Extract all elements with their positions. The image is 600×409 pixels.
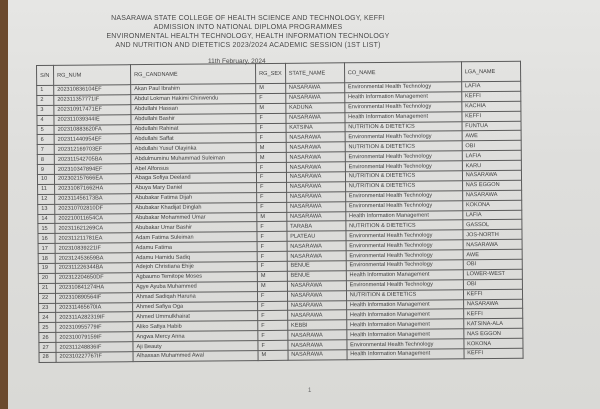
- cell-sn: 26: [39, 333, 56, 343]
- cell-reg-num: 202310890564IF: [55, 292, 132, 303]
- cell-sn: 5: [37, 125, 54, 135]
- cell-reg-num: 202310836104EF: [54, 85, 131, 96]
- cell-lga: OBI: [462, 141, 521, 151]
- cell-sn: 3: [37, 105, 54, 115]
- cell-sn: 12: [38, 194, 55, 204]
- cell-sex: F: [258, 340, 288, 350]
- cell-reg-num: 202311248836IF: [56, 342, 133, 353]
- cell-reg-num: 202310839221IF: [55, 243, 132, 254]
- col-candidate-name: RG_CANDNAME: [131, 64, 256, 85]
- cell-lga: FUNTUA: [462, 121, 521, 131]
- cell-candidate-name: Angwa Mercy Anna: [133, 331, 258, 342]
- cell-sex: F: [257, 232, 287, 242]
- cell-sn: 23: [39, 303, 56, 313]
- cell-state: NASARAWA: [287, 251, 346, 261]
- cell-lga: KOKONA: [464, 338, 523, 348]
- cell-reg-num: 202311621269CA: [55, 223, 132, 234]
- cell-candidate-name: Ahmed Ummulkhairat: [133, 311, 258, 322]
- cell-candidate-name: Aji Beauty: [133, 341, 258, 352]
- cell-state: NASARAWA: [287, 300, 346, 310]
- cell-state: TARABA: [287, 221, 346, 231]
- cell-sex: M: [257, 271, 287, 281]
- cell-candidate-name: Abubakar Khadijat Dinglah: [132, 202, 257, 213]
- cell-reg-num: 202310841274HA: [55, 282, 132, 293]
- cell-state: NASARAWA: [286, 211, 345, 221]
- cell-candidate-name: Agye Ayuba Muhammed: [132, 281, 257, 292]
- cell-lga: KEFFI: [464, 348, 523, 358]
- cell-lga: KEFFI: [463, 289, 522, 299]
- col-course: CO_NAME: [344, 62, 461, 83]
- header-line: NASARAWA STATE COLLEGE OF HEALTH SCIENCE AND TECHNOLOGY, KEFFI: [111, 15, 385, 22]
- cell-state: PLATEAU: [287, 231, 346, 241]
- cell-candidate-name: Agbaumo Temitope Moses: [132, 271, 257, 282]
- cell-course: Health Information Management: [346, 319, 463, 330]
- cell-state: KATSINA: [286, 122, 345, 132]
- cell-sex: F: [257, 291, 287, 301]
- cell-sex: F: [258, 331, 288, 341]
- cell-course: Environmental Health Technology: [346, 240, 463, 251]
- cell-reg-num: 202311211781EA: [55, 233, 132, 244]
- cell-reg-num: 202310227767IF: [56, 352, 133, 363]
- cell-course: Environmental Health Technology: [344, 82, 461, 93]
- cell-sex: F: [258, 301, 288, 311]
- cell-candidate-name: Abel Alfonsus: [131, 163, 256, 174]
- cell-reg-num: 202310347894EF: [54, 164, 131, 175]
- table-body: [37, 81, 523, 362]
- cell-reg-num: 202310917471EF: [54, 104, 131, 115]
- col-state: STATE_NAME: [285, 63, 344, 84]
- cell-lga: JOS-NORTH: [463, 230, 522, 240]
- cell-reg-num: 202311440954EF: [54, 134, 131, 145]
- cell-sn: 19: [38, 263, 55, 273]
- cell-reg-num: 202312169703EF: [54, 144, 131, 155]
- cell-sex: F: [256, 93, 286, 103]
- cell-course: NUTRITION & DIETETICS: [346, 220, 463, 231]
- cell-sex: F: [257, 261, 287, 271]
- cell-candidate-name: Ahmad Sadiqah Haruna: [132, 291, 257, 302]
- cell-reg-num: 202310955779IF: [56, 322, 133, 333]
- cell-sn: 1: [37, 85, 54, 95]
- cell-state: NASARAWA: [287, 291, 346, 301]
- cell-lga: AWE: [462, 131, 521, 141]
- cell-lga: OBI: [463, 259, 522, 269]
- cell-course: NUTRITION & DIETETICS: [346, 289, 463, 300]
- cell-reg-num: 202210011654CA: [55, 213, 132, 224]
- page-number: 1: [308, 388, 312, 394]
- cell-lga: AWE: [463, 249, 522, 259]
- cell-course: Environmental Health Technology: [346, 280, 463, 291]
- cell-course: Environmental Health Technology: [346, 260, 463, 271]
- cell-reg-num: 202311226344BA: [55, 263, 132, 274]
- cell-sn: 4: [37, 115, 54, 125]
- cell-sex: M: [257, 281, 287, 291]
- cell-candidate-name: Ahmed Safiya Oga: [133, 301, 258, 312]
- cell-state: NASARAWA: [285, 83, 344, 93]
- cell-sex: F: [258, 311, 288, 321]
- cell-candidate-name: Abdullahi Yusuf Olayinka: [131, 143, 256, 154]
- cell-course: Health Information Management: [347, 329, 464, 340]
- cell-course: Health Information Management: [345, 210, 462, 221]
- cell-lga: LOWER-WEST: [463, 269, 522, 279]
- cell-state: NASARAWA: [286, 132, 345, 142]
- cell-candidate-name: Adamu Fatima: [132, 242, 257, 253]
- cell-lga: NASARAWA: [462, 170, 521, 180]
- cell-candidate-name: Abdulmuminu Muhammad Suleiman: [131, 153, 256, 164]
- cell-course: Environmental Health Technology: [346, 230, 463, 241]
- cell-candidate-name: Abdullahi Bashir: [131, 113, 256, 124]
- admission-table: [36, 61, 523, 363]
- cell-candidate-name: Abubakar Umar Bashir: [132, 222, 257, 233]
- cell-candidate-name: Aliko Safiya Habib: [133, 321, 258, 332]
- cell-sex: M: [257, 212, 287, 222]
- cell-sex: F: [256, 133, 286, 143]
- cell-reg-num: 202311456173BA: [55, 193, 132, 204]
- cell-sex: M: [256, 103, 286, 113]
- cell-candidate-name: Alhassan Muhammed Awal: [133, 351, 258, 362]
- cell-sex: F: [257, 182, 287, 192]
- cell-course: NUTRITION & DIETETICS: [345, 171, 462, 182]
- cell-state: NASARAWA: [286, 201, 345, 211]
- cell-sex: F: [258, 321, 288, 331]
- cell-sn: 17: [38, 244, 55, 254]
- cell-state: NASARAWA: [286, 142, 345, 152]
- cell-candidate-name: Adejoh Christiana Ehije: [132, 262, 257, 273]
- cell-lga: NASARAWA: [462, 190, 521, 200]
- header-line: AND NUTRITION AND DIETETICS 2023/2024 ACADEMIC SESSION (1ST LIST): [115, 42, 381, 49]
- cell-lga: OBI: [463, 279, 522, 289]
- cell-course: Environmental Health Technology: [345, 131, 462, 142]
- cell-lga: NASARAWA: [463, 299, 522, 309]
- cell-lga: LAFIA: [461, 81, 520, 91]
- cell-state: NASARAWA: [287, 310, 346, 320]
- cell-state: NASARAWA: [288, 350, 347, 360]
- cell-course: Health Information Management: [346, 270, 463, 281]
- cell-course: NUTRITION & DIETETICS: [345, 121, 462, 132]
- cell-state: NASARAWA: [288, 340, 347, 350]
- cell-course: Environmental Health Technology: [345, 151, 462, 162]
- cell-lga: KATSINA-ALA: [463, 319, 522, 329]
- cell-course: Environmental Health Technology: [345, 191, 462, 202]
- cell-course: Health Information Management: [346, 309, 463, 320]
- cell-sex: F: [257, 192, 287, 202]
- cell-lga: KEFFI: [462, 111, 521, 121]
- cell-course: NUTRITION & DIETETICS: [345, 181, 462, 192]
- cell-sn: 13: [38, 204, 55, 214]
- cell-course: Environmental Health Technology: [345, 102, 462, 113]
- cell-reg-num: 202311357771IF: [54, 95, 131, 106]
- cell-sn: 28: [39, 352, 56, 362]
- cell-state: KADUNA: [286, 103, 345, 113]
- cell-course: Environmental Health Technology: [345, 161, 462, 172]
- cell-reg-num: 202312453659BA: [55, 253, 132, 264]
- col-sex: RG_SEX: [255, 63, 285, 83]
- cell-sn: 18: [38, 253, 55, 263]
- cell-lga: KEFFI: [463, 309, 522, 319]
- cell-course: Health Information Management: [346, 299, 463, 310]
- cell-state: KEBBI: [287, 320, 346, 330]
- cell-candidate-name: Abuya Mary Daniel: [132, 182, 257, 193]
- cell-sn: 9: [37, 164, 54, 174]
- cell-state: NASARAWA: [287, 281, 346, 291]
- document-date: 11th February, 2024: [208, 58, 266, 65]
- cell-sex: M: [258, 350, 288, 360]
- cell-course: Environmental Health Technology: [345, 200, 462, 211]
- cell-sn: 7: [37, 145, 54, 155]
- cell-lga: KARU: [462, 160, 521, 170]
- cell-state: NASARAWA: [286, 172, 345, 182]
- cell-candidate-name: Adam Fatima Suleiman: [132, 232, 257, 243]
- cell-sn: 25: [39, 323, 56, 333]
- cell-sn: 22: [38, 293, 55, 303]
- cell-sn: 21: [38, 283, 55, 293]
- cell-course: Health Information Management: [344, 92, 461, 103]
- cell-state: NASARAWA: [286, 152, 345, 162]
- cell-course: Environmental Health Technology: [346, 250, 463, 261]
- header-line: ADMISSION INTO NATIONAL DIPLOMA PROGRAMMES: [153, 24, 343, 31]
- cell-sn: 20: [38, 273, 55, 283]
- cell-sn: 2: [37, 95, 54, 105]
- cell-sn: 27: [39, 342, 56, 352]
- cell-reg-num: 202311A282319IF: [56, 312, 133, 323]
- cell-lga: NAS EGGON: [464, 329, 523, 339]
- cell-state: NASARAWA: [287, 241, 346, 251]
- cell-candidate-name: Abdul Lokman Hakimi Chinwendu: [131, 93, 256, 104]
- cell-sn: 16: [38, 234, 55, 244]
- cell-sex: F: [257, 251, 287, 261]
- cell-sn: 10: [37, 174, 54, 184]
- cell-sex: M: [256, 143, 286, 153]
- cell-lga: NAS EGGON: [462, 180, 521, 190]
- cell-state: NASARAWA: [286, 182, 345, 192]
- cell-state: BENUE: [287, 271, 346, 281]
- cell-sex: F: [256, 113, 286, 123]
- cell-lga: KOKONA: [462, 200, 521, 210]
- cell-lga: NASARAWA: [463, 240, 522, 250]
- document-page: [8, 0, 600, 409]
- cell-reg-num: 202310871662HA: [55, 184, 132, 195]
- cell-state: NASARAWA: [286, 192, 345, 202]
- cell-sex: F: [257, 202, 287, 212]
- cell-lga: KACHIA: [462, 101, 521, 111]
- cell-sn: 6: [37, 135, 54, 145]
- cell-lga: LAFIA: [462, 210, 521, 220]
- cell-candidate-name: Adamu Hamidu Sadiq: [132, 252, 257, 263]
- cell-sex: F: [257, 222, 287, 232]
- cell-candidate-name: Akan Paul Ibrahim: [131, 84, 256, 95]
- cell-sex: F: [256, 123, 286, 133]
- document-header: [68, 14, 428, 50]
- cell-candidate-name: Abdullahi Saffat: [131, 133, 256, 144]
- cell-sn: 8: [37, 155, 54, 165]
- cell-course: NUTRITION & DIETETICS: [345, 141, 462, 152]
- cell-state: NASARAWA: [286, 112, 345, 122]
- cell-reg-num: 202311039344IE: [54, 114, 131, 125]
- cell-sn: 15: [38, 224, 55, 234]
- cell-candidate-name: Abubakar Mohammed Umar: [132, 212, 257, 223]
- col-reg-num: RG_NUM: [54, 65, 131, 86]
- cell-course: Health Information Management: [345, 111, 462, 122]
- cell-sn: 11: [38, 184, 55, 194]
- cell-reg-num: 202310883620FA: [54, 124, 131, 135]
- cell-reg-num: 202310702810DF: [55, 203, 132, 214]
- cell-state: NASARAWA: [288, 330, 347, 340]
- cell-candidate-name: Abdullahi Hassan: [131, 103, 256, 114]
- cell-reg-num: 202312204650DF: [55, 273, 132, 284]
- col-sn: S/N: [37, 65, 54, 85]
- cell-sex: F: [257, 242, 287, 252]
- cell-state: NASARAWA: [285, 93, 344, 103]
- cell-candidate-name: Abaga Sofiya Deeland: [131, 173, 256, 184]
- cell-course: Health Information Management: [347, 349, 464, 360]
- cell-sex: M: [256, 83, 286, 93]
- cell-sex: F: [256, 162, 286, 172]
- cell-lga: LAFIA: [462, 151, 521, 161]
- cell-state: NASARAWA: [286, 162, 345, 172]
- cell-lga: KEFFI: [461, 91, 520, 101]
- col-lga: LGA_NAME: [461, 61, 520, 82]
- cell-sn: 14: [38, 214, 55, 224]
- cell-reg-num: 202302157666EA: [54, 174, 131, 185]
- cell-candidate-name: Abubakar Fatima Dijah: [132, 192, 257, 203]
- cell-candidate-name: Abdullahi Rahinat: [131, 123, 256, 134]
- cell-reg-num: 202311542705BA: [54, 154, 131, 165]
- cell-reg-num: 202310079159IF: [56, 332, 133, 343]
- cell-reg-num: 202311465670IA: [56, 302, 133, 313]
- cell-sex: M: [256, 153, 286, 163]
- cell-state: BENUE: [287, 261, 346, 271]
- cell-course: Environmental Health Technology: [347, 339, 464, 350]
- cell-sex: F: [256, 172, 286, 182]
- cell-lga: GASSOL: [463, 220, 522, 230]
- cell-sn: 24: [39, 313, 56, 323]
- header-line: ENVIRONMENTAL HEALTH TECHNOLOGY, HEALTH INFORMATION TECHNOLOGY: [106, 33, 390, 40]
